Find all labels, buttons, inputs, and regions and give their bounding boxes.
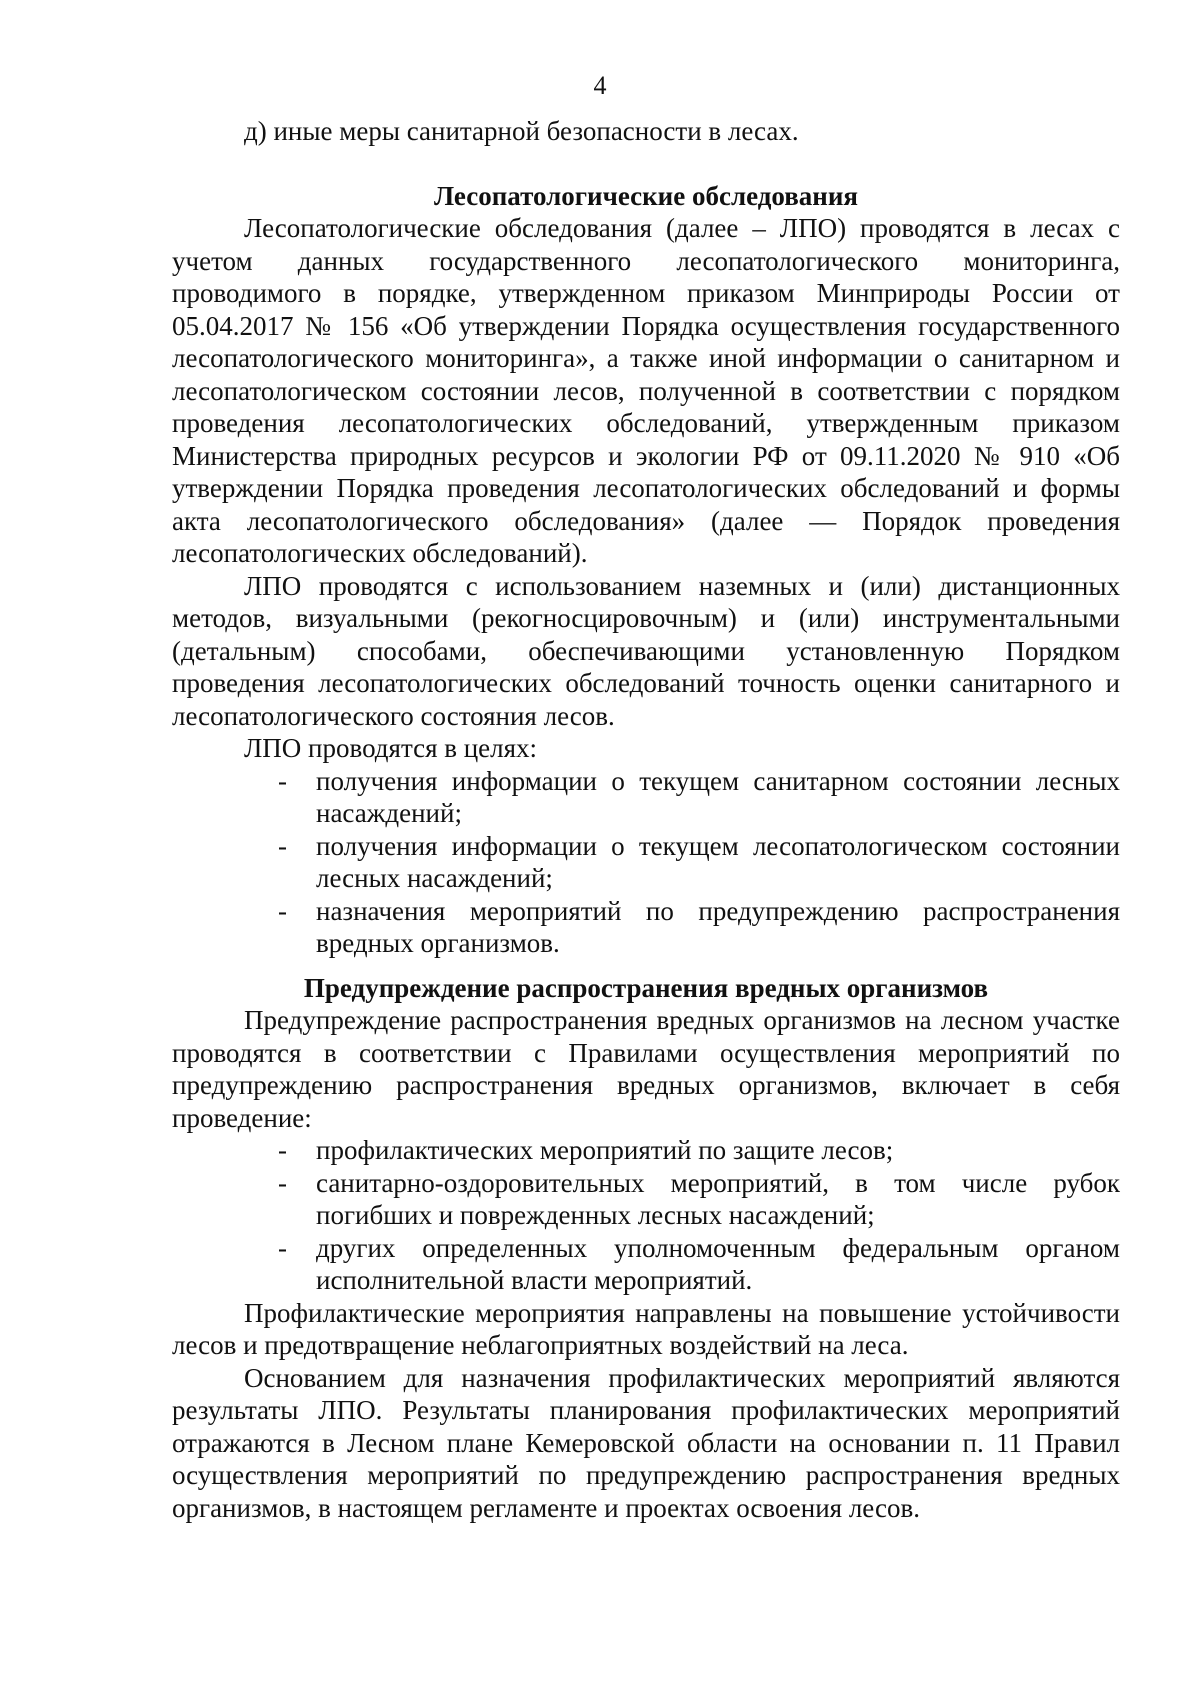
list-item: [278, 895, 1120, 960]
list-item: [278, 1134, 1120, 1167]
paragraph: Основанием для назначения профилактических мероприятий являются результаты ЛПО. Результаты планирования профилактических мероприятий отражаются в Лесном плане Кемеровской области на основании п. 11 Правил осуществления мероприятий по предупреждению распространения вредных организмов, в настоящем регламенте и проектах освоения лесов.: [172, 1362, 1120, 1523]
list-item: [278, 1232, 1120, 1297]
paragraph: Профилактические мероприятия направлены на повышение устойчивости лесов и предотвращение неблагоприятных воздействий на леса.: [172, 1297, 1120, 1360]
spacer: [172, 148, 1120, 180]
list-item-text: получения информации о текущем лесопатологическом состоянии лесных насаждений;: [316, 830, 1120, 893]
dash-bullet: -: [278, 1135, 287, 1165]
section-heading-lpo: Лесопатологические обследования: [433, 180, 859, 211]
list-item-text: других определенных уполномоченным федеральным органом исполнительной власти мероприятий.: [316, 1232, 1120, 1295]
dash-bullet: -: [278, 895, 287, 926]
list-item-text: назначения мероприятий по предупреждению распространения вредных организмов.: [316, 895, 1120, 958]
goals-list: [172, 765, 1120, 960]
list-item-text: получения информации о текущем санитарном состоянии лесных насаждений;: [316, 765, 1120, 828]
spacer: [172, 960, 1120, 972]
list-item-text: санитарно-оздоровительных мероприятий, в том числе рубок погибших и поврежденных лесных насаждений;: [316, 1167, 1120, 1230]
list-item: [278, 765, 1120, 830]
list-item-text: профилактических мероприятий по защите лесов;: [316, 1135, 894, 1165]
intro-line: д) иные меры санитарной безопасности в лесах.: [244, 116, 799, 146]
list-item: [278, 1167, 1120, 1232]
measures-list: [172, 1134, 1120, 1297]
page-content: [172, 115, 1120, 1524]
paragraph: Лесопатологические обследования (далее – ЛПО) проводятся в лесах с учетом данных государственного лесопатологического мониторинга, проводимого в порядке, утвержденном приказом Минприроды России от 05.04.2017 № 156 «Об утверждении Порядка осуществления государственного лесопатологического мониторинга», а также иной информации о санитарном и лесопатологическом состоянии лесов, полученной в соответствии с порядком проведения лесопатологических обследований, утвержденным приказом Министерства природных ресурсов и экологии РФ от 09.11.2020 № 910 «Об утверждении Порядка проведения лесопатологических обследований и формы акта лесопатологического обследования» (далее — Порядок проведения лесопатологических обследований).: [172, 213, 1120, 568]
page-number: 4: [593, 71, 607, 100]
dash-bullet: -: [278, 1232, 287, 1263]
list-item: [278, 830, 1120, 895]
section-heading-prevention: Предупреждение распространения вредных организмов: [303, 972, 989, 1003]
dash-bullet: -: [278, 1167, 287, 1198]
paragraph: ЛПО проводятся в целях:: [244, 733, 538, 763]
paragraph: Предупреждение распространения вредных организмов на лесном участке проводятся в соответствии с Правилами осуществления мероприятий по предупреждению распространения вредных организмов, включает в себя проведение:: [172, 1005, 1120, 1133]
dash-bullet: -: [278, 830, 287, 861]
dash-bullet: -: [278, 765, 287, 796]
paragraph: ЛПО проводятся с использованием наземных и (или) дистанционных методов, визуальными (рекогносцировочным) и (или) инструментальными (детальным) способами, обеспечивающими установленную Порядком проведения лесопатологических обследований точность оценки санитарного и лесопатологического состояния лесов.: [172, 570, 1120, 731]
